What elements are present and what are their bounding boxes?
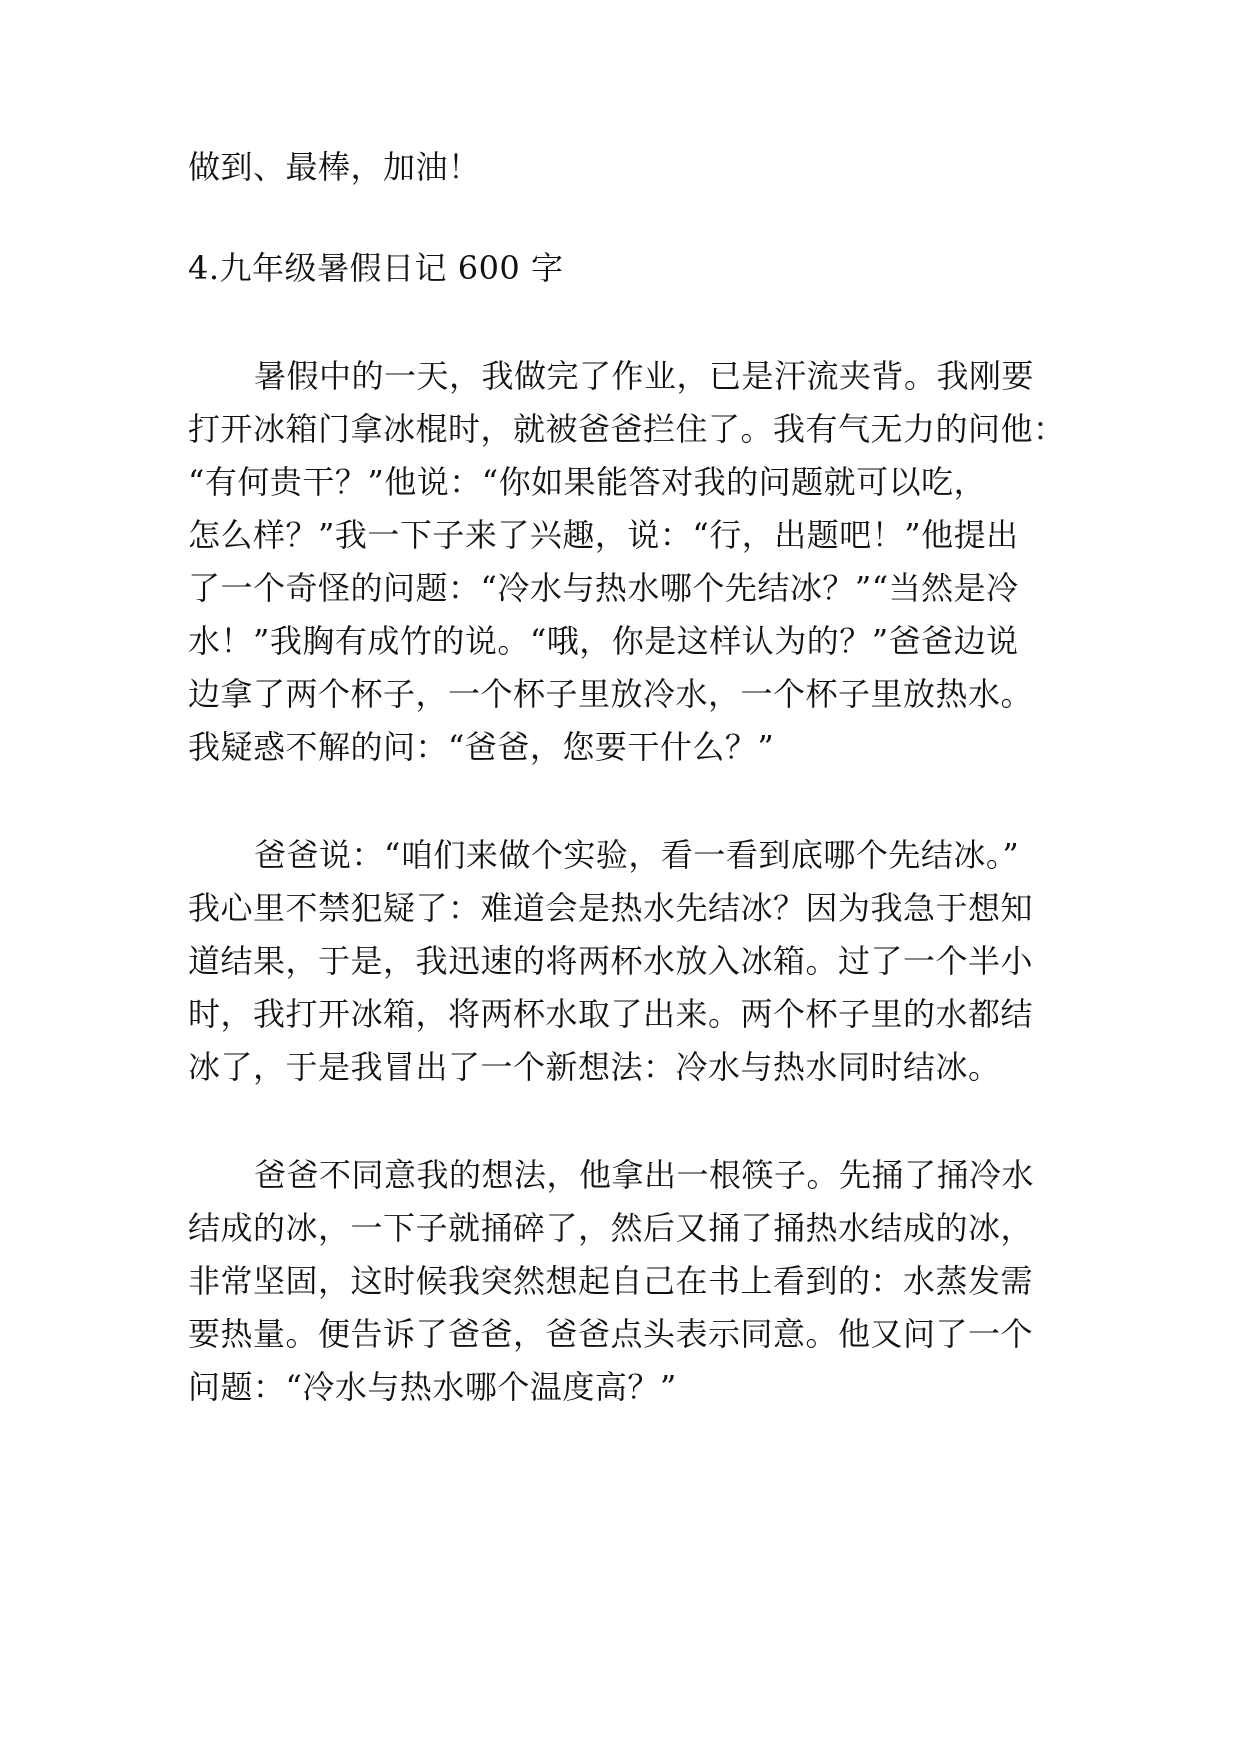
paragraph-line: 结成的冰，一下子就捅碎了，然后又捅了捅热水结成的冰， [188, 1209, 1034, 1247]
paragraph-line: 时，我打开冰箱，将两杯水取了出来。两个杯子里的水都结 [188, 995, 1034, 1033]
paragraph-line: 暑假中的一天，我做完了作业，已是汗流夹背。我刚要 [254, 357, 1035, 395]
paragraph-line: 了一个奇怪的问题：“冷水与热水哪个先结冰？”“当然是冷 [188, 569, 1019, 607]
paragraph-line: “有何贵干？”他说：“你如果能答对我的问题就可以吃， [188, 463, 987, 501]
paragraph-line: 爸爸说：“咱们来做个实验，看一看到底哪个先结冰。” [254, 836, 1020, 874]
closing-line: 做到、最棒，加油！ [188, 148, 481, 186]
paragraph-line: 水！”我胸有成竹的说。“哦，你是这样认为的？”爸爸边说 [188, 622, 1019, 660]
paragraph-line: 我心里不禁犯疑了：难道会是热水先结冰？因为我急于想知 [188, 889, 1034, 927]
paragraph-line: 道结果，于是，我迅速的将两杯水放入冰箱。过了一个半小 [188, 942, 1034, 980]
paragraph-line: 爸爸不同意我的想法，他拿出一根筷子。先捅了捅冷水 [254, 1156, 1035, 1194]
paragraph-line: 要热量。便告诉了爸爸，爸爸点头表示同意。他又问了一个 [188, 1315, 1034, 1353]
paragraph-line: 冰了，于是我冒出了一个新想法：冷水与热水同时结冰。 [188, 1048, 1001, 1086]
paragraph-line: 打开冰箱门拿冰棍时，就被爸爸拦住了。我有气无力的问他： [188, 410, 1066, 448]
paragraph-line: 边拿了两个杯子，一个杯子里放冷水，一个杯子里放热水。 [188, 675, 1034, 713]
paragraph-line: 非常坚固，这时候我突然想起自己在书上看到的：水蒸发需 [188, 1262, 1034, 1300]
paragraph-line: 问题：“冷水与热水哪个温度高？” [188, 1368, 677, 1406]
section-heading: 4.九年级暑假日记 600 字 [188, 249, 564, 287]
paragraph-line: 我疑惑不解的问：“爸爸，您要干什么？” [188, 728, 775, 766]
paragraph-line: 怎么样？”我一下子来了兴趣，说：“行，出题吧！”他提出 [188, 516, 1019, 554]
